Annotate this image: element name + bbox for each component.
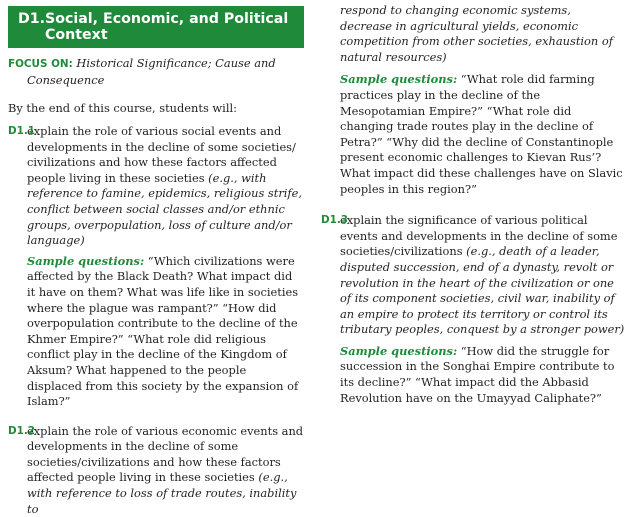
expectation-d1-2 [8, 424, 304, 517]
sample-questions-text: “What role did farming practices play in the decline of the Mesopotamian Empire?” “What role did changing trade routes play in the decline of Petra?” “Why did the decline of Constantinople present economic challenges to Kievan Rus’? What impact did these challenges have on Slavic peoples in this region?” [340, 72, 623, 196]
focus-label: FOCUS ON: [8, 58, 73, 70]
section-code: D1. [18, 11, 46, 27]
expectation-d1-3 [321, 213, 626, 338]
expectation-examples: (e.g., with reference to loss of trade routes, inability to [27, 470, 297, 516]
expectation-text: explain the role of various social events and developments in the decline of some societies/ civilizations and how these factors affected people living in these societies [27, 124, 296, 185]
expectation-d1-1 [8, 124, 304, 249]
sample-questions-text: “How did the struggle for succession in the Songhai Empire contribute to its decline?” “What impact did the Abbasid Revolution have on the Umayyad Caliphate?” [340, 343, 615, 405]
expectation-text: explain the significance of various political events and developments in the decline of some societies/civilizations [340, 213, 618, 259]
focus-on [8, 55, 304, 88]
sample-questions-label: Sample questions: [340, 343, 458, 358]
expectation-code: D1.2 [8, 424, 36, 437]
expectation-text: explain the role of various economic events and developments in the decline of some societies/civilizations and how these factors affected people living in these societies [27, 423, 304, 485]
focus-line2: Consequence [27, 73, 105, 87]
expectation-examples: (e.g., death of a leader, disputed succession, end of a dynasty, revolt or revolution in the heart of the civilization or one of its component societies, civil war, inability of an empire to protect its territory or control its tributary peoples, conquest by a stronger power) [340, 244, 625, 337]
sample-questions-d1-3 [340, 344, 626, 406]
expectation-code: D1.1 [8, 125, 36, 137]
section-header [8, 6, 304, 48]
intro-text: By the end of this course, students will: [8, 101, 237, 115]
left-column [8, 0, 304, 517]
sample-questions-text: “Which civilizations were affected by the Black Death? What impact did it have on them? What was life like in societies where the plague was rampant?” “How did overpopulation contribute to the decline of the Khmer Empire?” “What role did religious conflict play in the decline of the Kingdom of Aksum? What happened to the people displaced from this society by the expansion of Islam?” [27, 253, 299, 409]
sample-questions-d1-2 [340, 72, 626, 197]
expectation-examples: (e.g., with reference to famine, epidemics, religious strife, conflict between social classes and/or ethnic groups, overpopulation, loss of culture and/or language) [27, 170, 303, 248]
section-title-line2: Context [45, 27, 108, 43]
expectation-d1-2-continued: respond to changing economic systems, decrease in agricultural yields, economic competition from other societies, exhaustion of natural resources) [340, 3, 613, 64]
sample-questions-label: Sample questions: [27, 253, 145, 268]
section-title-line1: Social, Economic, and Political [45, 11, 289, 27]
sample-questions-d1-1 [8, 254, 304, 410]
expectation-code: D1.3 [321, 214, 349, 227]
sample-questions-label: Sample questions: [340, 72, 458, 87]
right-column [321, 0, 626, 406]
focus-line1: Historical Significance; Cause and [76, 56, 276, 70]
